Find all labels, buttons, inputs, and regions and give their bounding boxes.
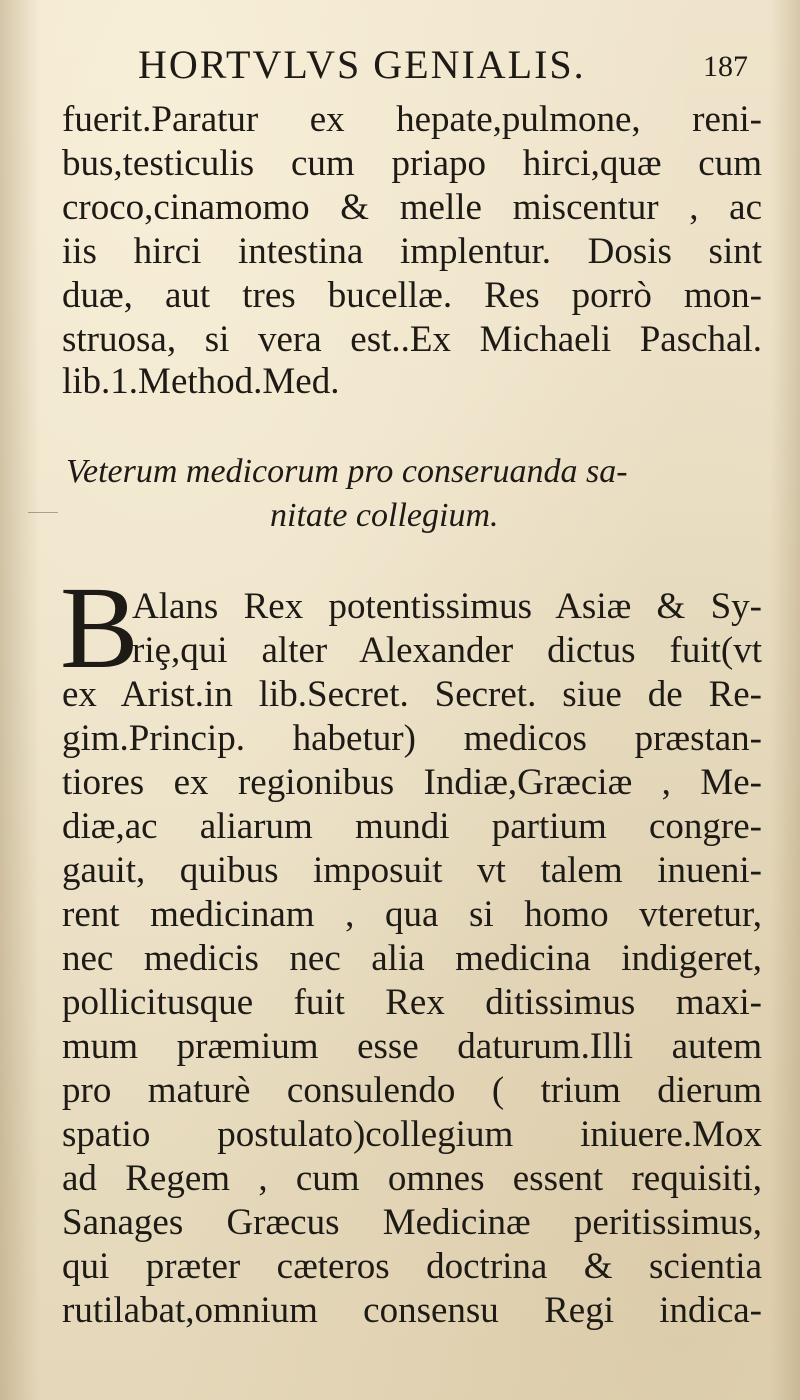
margin-mark [28,512,58,513]
drop-cap-initial: B [60,562,139,693]
section-heading-line-2: nitate collegium. [270,497,499,534]
text-line: tiores ex regionibus Indiæ,Græciæ , Me- [62,762,762,803]
section-heading-line-1: Veterum medicorum pro conseruanda sa- [66,453,628,490]
page-edge-shadow-right [770,0,800,1400]
text-line: nec medicis nec alia medicina indigeret, [62,938,762,979]
text-line: rent medicinam , qua si homo vteretur, [62,894,762,935]
page-header [138,38,778,92]
text-line: gauit, quibus imposuit vt talem inueni- [62,850,762,891]
text-line: duæ, aut tres bucellæ. Res porrò mon- [62,275,762,316]
text-line: croco,cinamomo & melle miscentur , ac [62,187,762,228]
text-line: ad Regem , cum omnes essent requisiti, [62,1158,762,1199]
text-line: ex Arist.in lib.Secret. Secret. siue de Re- [62,674,762,715]
text-line: mum præmium esse daturum.Illi autem [62,1026,762,1067]
text-line: pro maturè consulendo ( trium dierum [62,1070,762,1111]
text-line: qui præter cæteros doctrina & scientia [62,1246,762,1287]
page-edge-shadow-left [0,0,40,1400]
text-line: struosa, si vera est..Ex Michaeli Paschal. [62,319,762,360]
text-line: diæ,ac aliarum mundi partium congre- [62,806,762,847]
text-line: rutilabat,omnium consensu Regi indica- [62,1290,762,1331]
text-line: iis hirci intestina implentur. Dosis sint [62,231,762,272]
text-line: lib.1.Method.Med. [62,361,340,402]
text-line: pollicitusque fuit Rex ditissimus maxi- [62,982,762,1023]
text-line: spatio postulato)collegium iniuere.Mox [62,1114,762,1155]
running-title: HORTVLVS GENIALIS. [138,42,586,87]
text-line: riȩ,qui alter Alexander dictus fuit(vt [132,630,762,671]
text-line: Sanages Græcus Medicinæ peritissimus, [62,1202,762,1243]
text-line: gim.Princip. habetur) medicos præstan- [62,718,762,759]
text-line: bus,testiculis cum priapo hirci,quæ cum [62,143,762,184]
text-line: fuerit.Paratur ex hepate,pulmone, reni- [62,99,762,140]
text-line: Alans Rex potentissimus Asiæ & Sy- [132,586,762,627]
page-number: 187 [703,50,748,83]
